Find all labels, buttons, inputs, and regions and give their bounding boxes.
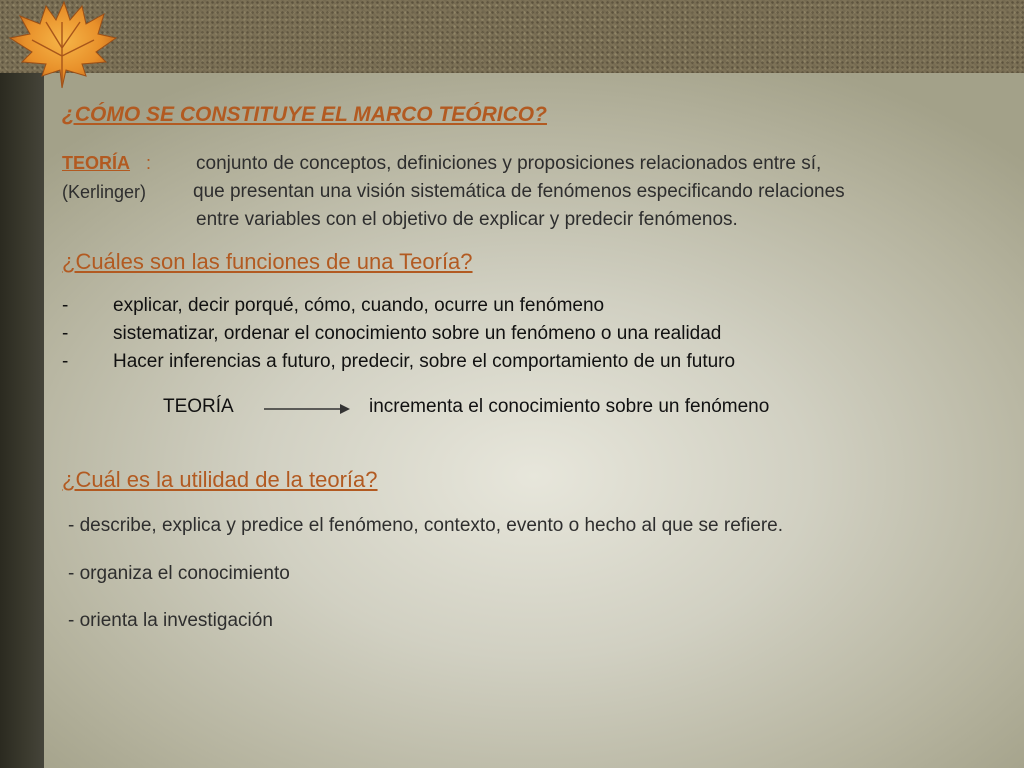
bullet-dash: - <box>62 323 69 344</box>
arrow-right-icon <box>264 403 350 415</box>
function-item: sistematizar, ordenar el conocimiento sobre un fenómeno o una realidad <box>113 323 722 344</box>
functions-heading: ¿Cuáles son las funciones de una Teoría? <box>62 249 473 274</box>
function-item: explicar, decir porqué, cómo, cuando, ocurre un fenómeno <box>113 295 605 316</box>
textured-top-band <box>0 0 1024 74</box>
utility-item: - organiza el conocimiento <box>68 563 290 584</box>
definition-term: TEORÍA <box>62 153 131 173</box>
definition-line: conjunto de conceptos, definiciones y proposiciones relacionados entre sí, <box>196 153 822 174</box>
slide-title: ¿CÓMO SE CONSTITUYE EL MARCO TEÓRICO? <box>62 103 547 126</box>
utility-heading: ¿Cuál es la utilidad de la teoría? <box>62 467 378 492</box>
bullet-dash: - <box>62 351 69 372</box>
maple-leaf-icon <box>2 0 120 92</box>
definition-author: (Kerlinger) <box>62 182 147 202</box>
relation-left: TEORÍA <box>163 396 234 417</box>
bullet-dash: - <box>62 295 69 316</box>
definition-line: entre variables con el objetivo de explicar y predecir fenómenos. <box>196 209 738 230</box>
function-item: Hacer inferencias a futuro, predecir, sobre el comportamiento de un futuro <box>113 351 736 372</box>
slide-background <box>44 73 1024 768</box>
definition-line: que presentan una visión sistemática de fenómenos especificando relaciones <box>193 181 845 202</box>
utility-item: - describe, explica y predice el fenómeno, contexto, evento o hecho al que se refiere. <box>68 515 784 536</box>
utility-item: - orienta la investigación <box>68 610 273 631</box>
relation-right: incrementa el conocimiento sobre un fenómeno <box>369 396 770 417</box>
dark-left-bar <box>0 73 44 768</box>
definition-colon: : <box>146 153 152 173</box>
